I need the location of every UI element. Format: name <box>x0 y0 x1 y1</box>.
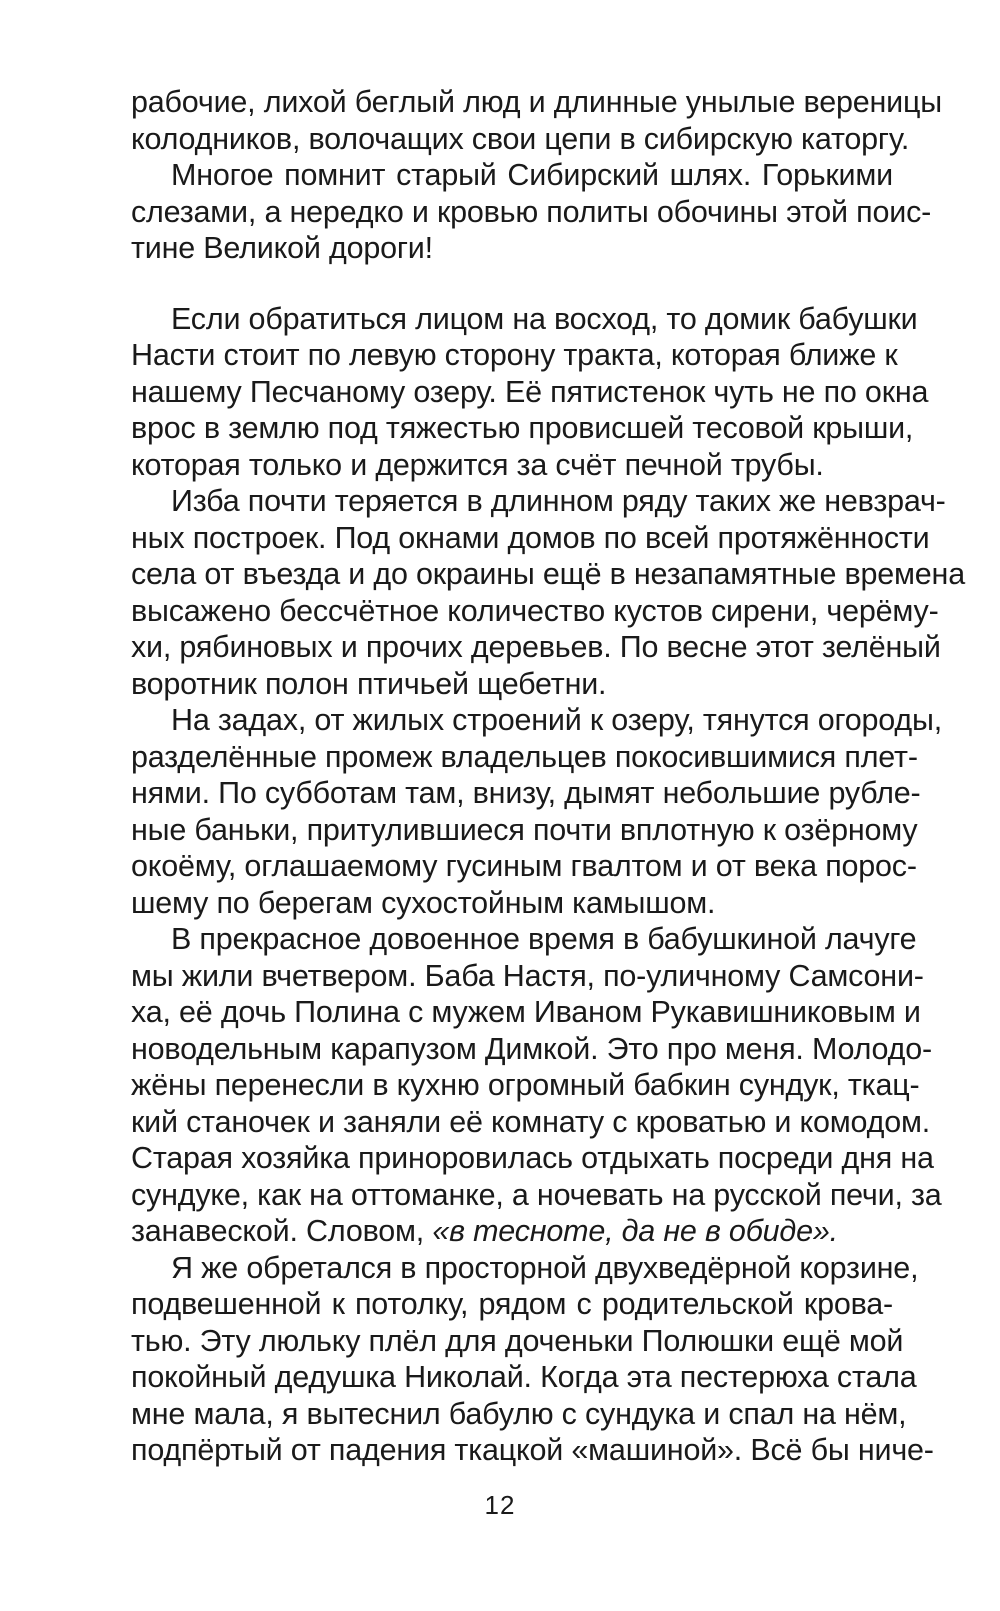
text-line: мы жили вчетвером. Баба Настя, по-уличному Самсони- <box>131 958 924 993</box>
text-line: ных построек. Под окнами домов по всей протяжённости <box>131 520 930 555</box>
text-line: подвешенной к потолку, рядом с родительской крова- <box>131 1287 893 1321</box>
text-line: нями. По субботам там, внизу, дымят небольшие рубле- <box>131 776 921 810</box>
paragraph <box>131 301 929 484</box>
paragraph <box>131 921 942 1250</box>
text-line: ные баньки, притулившиеся почти вплотную к озёрному <box>131 812 918 847</box>
text-line: На задах, от жилых строений к озеру, тянутся огороды, <box>171 703 942 737</box>
text-line: Я же обретался в просторной двухведёрной корзине, <box>171 1250 919 1285</box>
text-line: Насти стоит по левую сторону тракта, которая ближе к <box>131 338 898 372</box>
text-line: покойный дедушка Николай. Когда эта пестерюха стала <box>131 1360 917 1394</box>
text-line: тью. Эту люльку плёл для доченьки Полюшки ещё мой <box>131 1323 904 1358</box>
text-line: кий станочек и заняли её комнату с кроватью и комодом. <box>131 1104 931 1139</box>
text-line: новодельным карапузом Димкой. Это про меня. Молодо- <box>131 1031 932 1066</box>
text-line: шему по берегам сухостойным камышом. <box>131 885 716 920</box>
text-line: мне мала, я вытеснил бабулю с сундука и спал на нём, <box>131 1396 907 1431</box>
text-line <box>131 1213 893 1250</box>
text-line: Изба почти теряется в длинном ряду таких же невзрач- <box>171 484 946 518</box>
text-line: Если обратиться лицом на восход, то домик бабушки <box>171 301 918 336</box>
italic-quote: «в тесноте, да не в обиде». <box>432 1214 838 1248</box>
text-line: ха, её дочь Полина с мужем Иваном Рукавишниковым и <box>131 995 921 1029</box>
text-line: жёны перенесли в кухню огромный бабкин сундук, ткац- <box>131 1068 920 1102</box>
text-line: рабочие, лихой беглый люд и длинные унылые вереницы <box>131 85 942 119</box>
text-line: Старая хозяйка приноровилась отдыхать посреди дня на <box>131 1141 934 1175</box>
text-line: подпёртый от падения ткацкой «машиной». Всё бы ниче- <box>131 1433 934 1467</box>
paragraph <box>131 483 965 702</box>
text-line: слезами, а нередко и кровью политы обочины этой поис- <box>131 194 932 229</box>
text-line: воротник полон птичьей щебетни. <box>131 666 607 701</box>
text-line: села от въезда и до окраины ещё в незапамятные времена <box>131 557 965 591</box>
text-line: окоёму, оглашаемому гусиным гвалтом и от века порос- <box>131 849 917 883</box>
text-line: нашему Песчаному озеру. Её пятистенок чуть не по окна <box>131 374 929 409</box>
paragraph <box>131 84 942 157</box>
paragraph <box>131 157 932 267</box>
text-line: хи, рябиновых и прочих деревьев. По весне этот зелёный <box>131 630 941 664</box>
text-line: Многое помнит старый Сибирский шлях. Горькими <box>171 158 893 192</box>
paragraph <box>131 1250 934 1469</box>
text-line: которая только и держится за счёт печной трубы. <box>131 447 824 482</box>
text-line: разделённые промеж владельцев покосившимися плет- <box>131 739 918 774</box>
section-break <box>131 267 893 301</box>
text-line: высажено бессчётное количество кустов сирени, черёму- <box>131 593 939 628</box>
text-line: колодников, волочащих свои цепи в сибирскую каторгу. <box>131 121 910 156</box>
book-page-text <box>131 84 965 1469</box>
text-line: сундуке, как на оттоманке, а ночевать на русской печи, за <box>131 1177 942 1212</box>
text-line: врос в землю под тяжестью провисшей тесовой крыши, <box>131 411 914 445</box>
text-line: В прекрасное довоенное время в бабушкиной лачуге <box>171 922 917 956</box>
text-line-plain: занавеской. Словом, <box>131 1214 433 1248</box>
page-number: 12 <box>484 1490 516 1520</box>
text-line: тине Великой дороги! <box>131 231 433 265</box>
paragraph <box>131 702 942 921</box>
